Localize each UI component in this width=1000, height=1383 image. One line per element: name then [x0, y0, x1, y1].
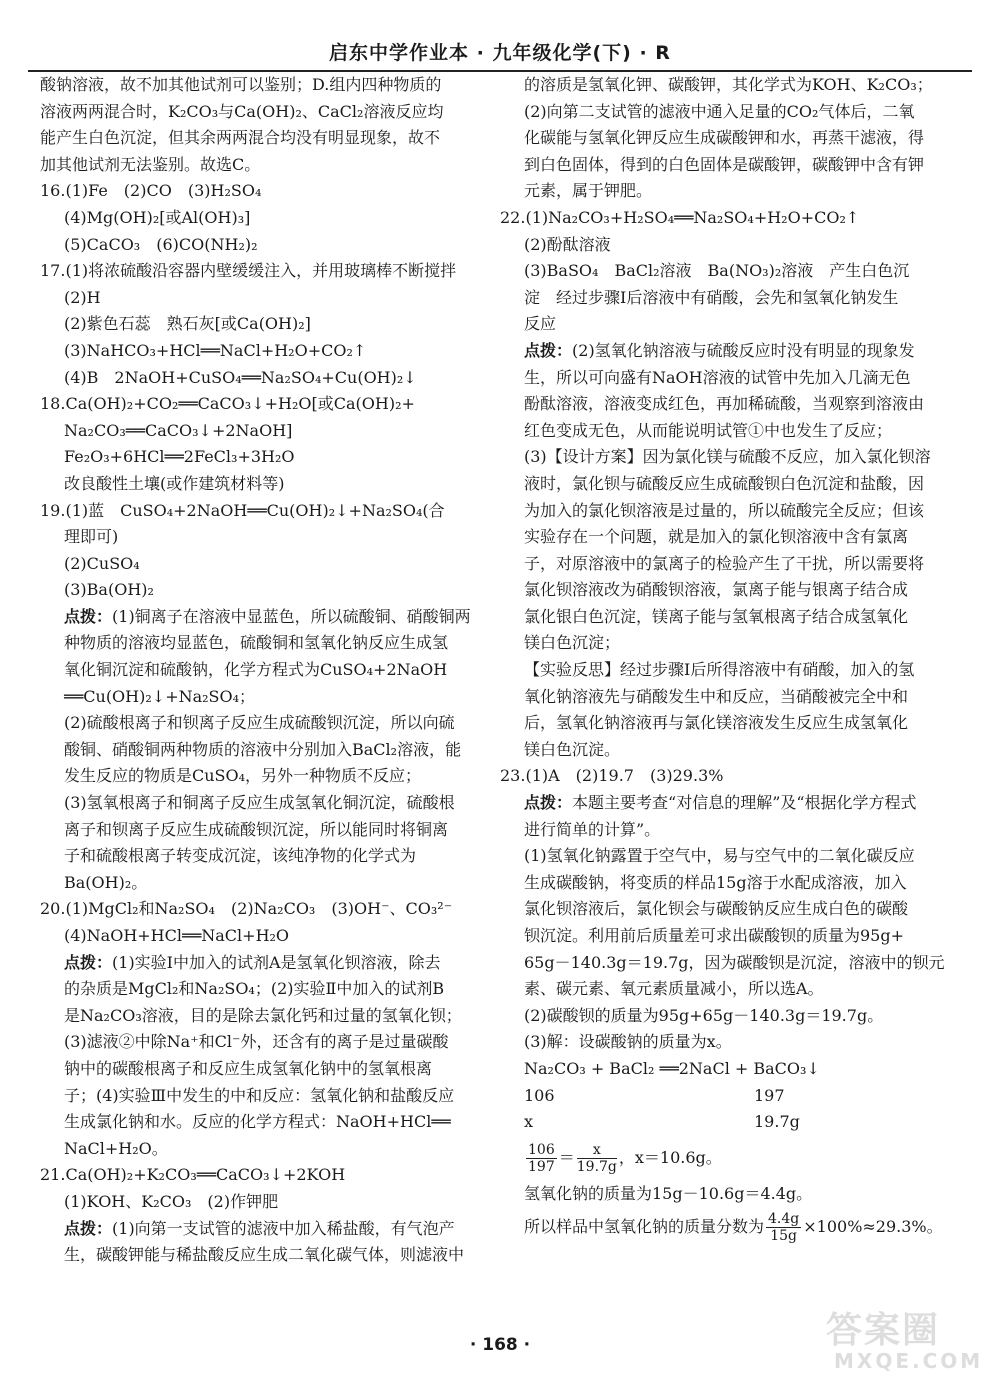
text-line: 发生反应的物质是CuSO₄，另外一种物质不反应；	[64, 766, 422, 786]
text-line: 加其他试剂无法鉴别。故选C。	[40, 154, 261, 174]
text-line: (2)碳酸钡的质量为95g+65g－140.3g＝19.7g。	[524, 1005, 884, 1025]
text-line: (4)Mg(OH)₂[或Al(OH)₃]	[64, 207, 251, 227]
text-line: Na₂CO₃══CaCO₃↓+2NaOH]	[64, 420, 293, 440]
text-line: 到白色固体，得到的白色固体是碳酸钾，碳酸钾中含有钾	[524, 154, 925, 174]
fraction-numerator: x	[577, 1142, 617, 1159]
text-line: Ba(OH)₂。	[64, 872, 148, 892]
header-title: 启东中学作业本 · 九年级化学(下) · R	[329, 42, 671, 64]
text-line: 液时，氯化钡与硫酸反应生成硫酸钡白色沉淀和盐酸，因	[524, 473, 925, 493]
hint-label: 点拨：	[64, 606, 113, 626]
text-line: (2)酚酞溶液	[524, 234, 611, 254]
text-line: 生，碳酸钾能与稀盐酸反应生成二氧化碳气体，则滤液中	[64, 1245, 465, 1265]
right-column	[500, 72, 962, 1244]
text-line: 元素，属于钾肥。	[524, 181, 653, 201]
watermark-logo	[826, 1302, 996, 1378]
text-line: 离子和钡离子反应生成硫酸钡沉淀，所以能同时将铜离	[64, 819, 449, 839]
text-line: 后，氢氧化钠溶液再与氯化镁溶液发生反应生成氢氧化	[524, 713, 909, 733]
text-line: (3)BaSO₄ BaCl₂溶液 Ba(NO₃)₂溶液 产生白色沉	[524, 261, 910, 281]
text-line: (3)氢氧根离子和铜离子反应生成氢氧化铜沉淀，硫酸根	[64, 793, 455, 813]
text-line: 生成氯化钠和水。反应的化学方程式：NaOH+HCl══	[64, 1112, 451, 1132]
text-line: 种物质的溶液均显蓝色，硫酸铜和氢氧化钠反应生成氢	[64, 633, 449, 653]
fraction-denominator: 197	[528, 1158, 555, 1175]
fraction	[766, 1211, 801, 1244]
text-line: 点拨：(1)实验Ⅰ中加入的试剂A是氢氧化钡溶液，除去	[64, 952, 441, 972]
text-line: 氧化铜沉淀和硫酸钠，化学方程式为CuSO₄+2NaOH	[64, 660, 448, 680]
text-line: 19.(1)蓝 CuSO₄+2NaOH══Cu(OH)₂↓+Na₂SO₄(合	[40, 500, 445, 520]
text-line: 能产生白色沉淀，但其余两两混合均没有明显现象，故不	[40, 128, 441, 148]
text-line: 为加入的氯化钡溶液是过量的，所以硫酸完全反应；但该	[524, 500, 925, 520]
text-line: 反应	[524, 314, 557, 334]
percentage-line	[500, 1211, 962, 1244]
calc-value: 106	[524, 1085, 555, 1105]
calc-ratio-row	[500, 1109, 962, 1136]
fraction-numerator: 4.4g	[768, 1211, 800, 1228]
text-line: 点拨：(2)氢氧化钠溶液与硫酸反应时没有明显的现象发	[524, 340, 915, 360]
text-line: (1)氢氧化钠露置于空气中，易与空气中的二氧化碳反应	[524, 846, 915, 866]
fraction	[577, 1142, 617, 1175]
text-line: 酸铜、硝酸铜两种物质的溶液中分别加入BaCl₂溶液，能	[64, 739, 462, 759]
text-line: 酚酞溶液，溶液变成红色，再加稀硫酸，当观察到溶液由	[524, 394, 925, 414]
text-line: 21.Ca(OH)₂+K₂CO₃══CaCO₃↓+2KOH	[40, 1165, 346, 1185]
text-line: 子；(4)实验Ⅲ中发生的中和反应：氢氧化钠和盐酸反应	[64, 1085, 455, 1105]
text-line: 化碳能与氢氧化钾反应生成碳酸钾和水，再蒸干滤液，得	[524, 128, 925, 148]
page-number: · 168 ·	[469, 1335, 531, 1355]
text-line: (1)KOH、K₂CO₃ (2)作钾肥	[64, 1191, 279, 1211]
text-line: ══Cu(OH)₂↓+Na₂SO₄；	[64, 686, 256, 706]
text-line: 红色变成无色，从而能说明试管①中也发生了反应；	[524, 420, 893, 440]
watermark-line2: MXQE.COM	[834, 1349, 984, 1373]
text-line: (3)Ba(OH)₂	[64, 580, 154, 600]
equals-sign: ＝	[558, 1147, 575, 1167]
text-line: 酸钠溶液，故不加其他试剂可以鉴别；D.组内四种物质的	[40, 75, 442, 94]
text-line: 17.(1)将浓硫酸沿容器内壁缓缓注入，并用玻璃棒不断搅拌	[40, 261, 457, 281]
text-line: 生成碳酸钠，将变质的样品15g溶于水配成溶液，加入	[524, 872, 907, 892]
percentage-tail: ×100%≈29.3%。	[803, 1217, 943, 1237]
text-line: 18.Ca(OH)₂+CO₂══CaCO₃↓+H₂O[或Ca(OH)₂+	[40, 394, 415, 414]
text-line: (2)H	[64, 287, 101, 307]
text-line: Fe₂O₃+6HCl══2FeCl₃+3H₂O	[64, 447, 295, 467]
text-line: 65g－140.3g＝19.7g，因为碳酸钡是沉淀，溶液中的钡元	[524, 952, 945, 972]
naoh-mass-line: 氢氧化钠的质量为15g－10.6g＝4.4g。	[524, 1183, 813, 1203]
hint-label: 点拨：	[524, 793, 573, 813]
fraction-denominator: 19.7g	[576, 1158, 617, 1175]
calc-ratio-row	[500, 1083, 962, 1110]
text-line: 氯化银白色沉淀，镁离子能与氢氧根离子结合成氢氧化	[524, 606, 909, 626]
calc-value: 197	[754, 1085, 785, 1105]
text-line: 钠中的碳酸根离子和反应生成氢氧化钠中的氢氧根离	[64, 1058, 433, 1078]
text-line: NaCl+H₂O。	[64, 1138, 168, 1158]
text-line: (3)NaHCO₃+HCl══NaCl+H₂O+CO₂↑	[64, 340, 367, 360]
hint-label: 点拨：	[64, 952, 113, 972]
text-line: (3)【设计方案】因为氯化镁与硫酸不反应，加入氯化钡溶	[524, 447, 931, 467]
text-line: 子和硫酸根离子转变成沉淀，该纯净物的化学式为	[64, 846, 417, 866]
text-line: 进行简单的计算”。	[524, 819, 661, 839]
text-line: (2)紫色石蕊 熟石灰[或Ca(OH)₂]	[64, 314, 311, 334]
fraction	[526, 1142, 557, 1175]
text-line: 改良酸性土壤(或作建筑材料等)	[64, 473, 285, 493]
text-line: 实验存在一个问题，就是加入的氯化钡溶液中含有氯离	[524, 527, 909, 547]
calc-value: x	[524, 1112, 534, 1132]
text-line: 素、碳元素、氧元素质量减小，所以选A。	[524, 979, 824, 999]
calc-value: 19.7g	[754, 1112, 800, 1132]
text-line: 【实验反思】经过步骤Ⅰ后所得溶液中有硝酸，加入的氢	[524, 660, 915, 680]
text-line: (5)CaCO₃ (6)CO(NH₂)₂	[64, 234, 258, 254]
text-line: 的杂质是MgCl₂和Na₂SO₄；(2)实验Ⅱ中加入的试剂B	[64, 979, 445, 999]
text-line: (4)NaOH+HCl══NaCl+H₂O	[64, 926, 290, 945]
text-line: (2)硫酸根离子和钡离子反应生成硫酸钡沉淀，所以向硫	[64, 713, 455, 733]
fraction-denominator: 15g	[770, 1228, 798, 1245]
text-line: 镁白色沉淀；	[524, 633, 621, 653]
text-line: 20.(1)MgCl₂和Na₂SO₄ (2)Na₂CO₃ (3)OH⁻、CO₃²⁻	[40, 899, 453, 919]
text-line: 氯化钡溶液改为硝酸钡溶液，氯离子能与银离子结合成	[524, 580, 909, 600]
proportion-tail: ，x＝10.6g。	[618, 1147, 722, 1167]
text-line: 淀 经过步骤Ⅰ后溶液中有硝酸，会先和氢氧化钠发生	[524, 287, 899, 307]
text-line: 点拨：(1)铜离子在溶液中显蓝色，所以硫酸铜、硝酸铜两	[64, 606, 471, 626]
text-line: 点拨：(1)向第一支试管的滤液中加入稀盐酸，有气泡产	[64, 1218, 455, 1238]
text-line: 钡沉淀。利用前后质量差可求出碳酸钡的质量为95g+	[524, 926, 905, 945]
text-line: 镁白色沉淀。	[524, 739, 621, 759]
text-line: 23.(1)A (2)19.7 (3)29.3%	[500, 766, 724, 786]
text-line: (2)CuSO₄	[64, 553, 140, 573]
text-line: 理即可)	[64, 527, 119, 547]
text-line: (3)解：设碳酸钠的质量为x。	[524, 1032, 732, 1052]
percentage-head: 所以样品中氢氧化钠的质量分数为	[524, 1217, 765, 1237]
text-line: 点拨：本题主要考查“对信息的理解”及“根据化学方程式	[524, 793, 917, 813]
hint-label: 点拨：	[64, 1218, 113, 1238]
text-line: 16.(1)Fe (2)CO (3)H₂SO₄	[40, 181, 262, 201]
text-line: 子，对原溶液中的氯离子的检验产生了干扰，所以需要将	[524, 553, 925, 573]
left-column	[40, 72, 485, 1269]
text-line: 氯化钡溶液后，氯化钡会与碳酸钠反应生成白色的碳酸	[524, 899, 909, 919]
watermark-line1: 答案圈	[826, 1310, 941, 1351]
chemical-equation: Na₂CO₃ + BaCl₂ ══2NaCl + BaCO₃↓	[524, 1058, 820, 1078]
text-line: 22.(1)Na₂CO₃+H₂SO₄══Na₂SO₄+H₂O+CO₂↑	[500, 207, 860, 227]
page-header	[28, 40, 972, 72]
text-line: (2)向第二支试管的滤液中通入足量的CO₂气体后，二氧	[524, 101, 915, 121]
text-line: 是Na₂CO₃溶液，目的是除去氯化钙和过量的氢氧化钡；	[64, 1005, 462, 1025]
text-line: 生，所以可向盛有NaOH溶液的试管中先加入几滴无色	[524, 367, 911, 387]
fraction-numerator: 106	[528, 1141, 555, 1158]
text-line: 溶液两两混合时，K₂CO₃与Ca(OH)₂、CaCl₂溶液反应均	[40, 101, 444, 121]
text-line: 的溶质是氢氧化钾、碳酸钾，其化学式为KOH、K₂CO₃；	[524, 75, 933, 94]
text-line: (4)B 2NaOH+CuSO₄══Na₂SO₄+Cu(OH)₂↓	[64, 367, 417, 387]
text-line: 氧化钠溶液先与硝酸发生中和反应，当硝酸被完全中和	[524, 686, 909, 706]
hint-label: 点拨：	[524, 340, 573, 360]
text-line: (3)滤液②中除Na⁺和Cl⁻外，还含有的离子是过量碳酸	[64, 1032, 449, 1052]
proportion-line	[500, 1142, 962, 1175]
